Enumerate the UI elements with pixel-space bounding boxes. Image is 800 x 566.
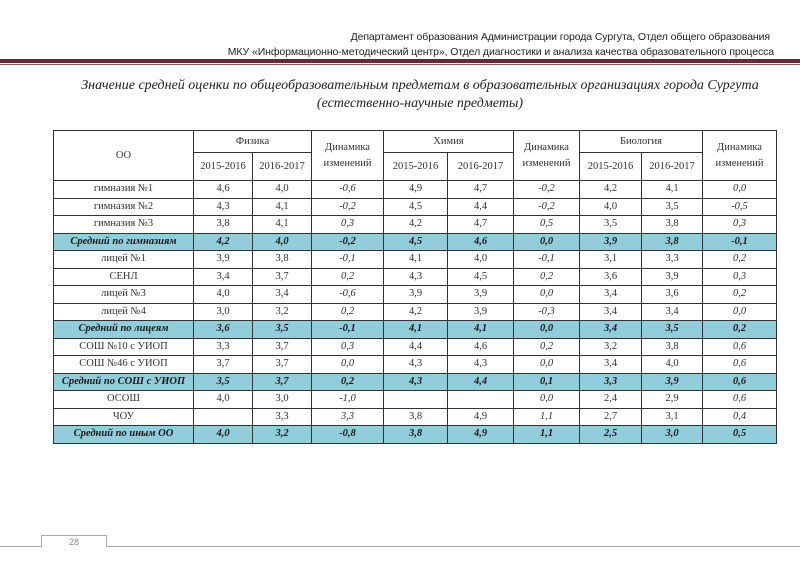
score-cell: 4,5 xyxy=(384,233,448,251)
score-cell: 4,1 xyxy=(253,198,312,216)
table-row xyxy=(54,286,777,304)
score-cell: 4,2 xyxy=(384,216,448,234)
score-cell: 4,6 xyxy=(448,338,514,356)
table-row xyxy=(54,268,777,286)
table-body xyxy=(54,181,777,444)
col-header-physics-2015: 2015-2016 xyxy=(194,153,253,181)
table-row xyxy=(54,391,777,409)
score-cell: 4,5 xyxy=(384,198,448,216)
table-row-average xyxy=(54,233,777,251)
score-cell: 3,8 xyxy=(642,338,703,356)
dynamics-cell: 0,5 xyxy=(514,216,580,234)
score-cell: 3,4 xyxy=(580,321,642,339)
dynamics-cell: 0,2 xyxy=(703,321,777,339)
score-cell: 4,9 xyxy=(448,408,514,426)
header-rule xyxy=(0,59,800,63)
score-cell: 4,0 xyxy=(448,251,514,269)
dynamics-cell: 0,0 xyxy=(703,303,777,321)
score-cell: 3,4 xyxy=(253,286,312,304)
score-cell: 4,0 xyxy=(194,391,253,409)
score-cell: 3,9 xyxy=(448,286,514,304)
document-subtitle: (естественно-научные предметы) xyxy=(316,96,524,111)
dynamics-cell: 0,0 xyxy=(703,181,777,199)
score-cell: 3,1 xyxy=(642,408,703,426)
score-cell: 3,7 xyxy=(194,356,253,374)
score-cell: 3,6 xyxy=(642,286,703,304)
dynamics-cell: 1,1 xyxy=(514,408,580,426)
org-name-cell: лицей №4 xyxy=(54,303,194,321)
table-row-average xyxy=(54,373,777,391)
dynamics-cell: 0,6 xyxy=(703,338,777,356)
score-cell: 4,9 xyxy=(384,181,448,199)
header-department: Департамент образования Администрации города Сургута, Отдел общего образования xyxy=(350,31,770,43)
score-cell: 3,7 xyxy=(253,268,312,286)
dynamics-cell: -0,6 xyxy=(312,181,384,199)
score-cell: 4,4 xyxy=(448,198,514,216)
score-cell: 2,7 xyxy=(580,408,642,426)
org-name-cell: Средний по гимназиям xyxy=(54,233,194,251)
header-rule-thin xyxy=(0,64,800,65)
score-cell: 3,5 xyxy=(642,198,703,216)
table-row xyxy=(54,181,777,199)
score-cell: 3,3 xyxy=(642,251,703,269)
score-cell: 4,0 xyxy=(580,198,642,216)
dynamics-cell: 0,4 xyxy=(703,408,777,426)
dynamics-cell: -0,6 xyxy=(312,286,384,304)
org-name-cell: гимназия №1 xyxy=(54,181,194,199)
col-header-biology-dynamics: Динамика изменений xyxy=(703,131,777,181)
org-name-cell: лицей №3 xyxy=(54,286,194,304)
dynamics-cell: -1,0 xyxy=(312,391,384,409)
dynamics-cell: 0,0 xyxy=(514,391,580,409)
org-name-cell: СОШ №46 с УИОП xyxy=(54,356,194,374)
score-cell: 3,9 xyxy=(384,286,448,304)
score-cell: 3,7 xyxy=(253,356,312,374)
col-header-oo: ОО xyxy=(54,131,194,181)
table-row-average xyxy=(54,321,777,339)
col-header-biology-2015: 2015-2016 xyxy=(580,153,642,181)
dynamics-cell: -0,2 xyxy=(312,198,384,216)
score-cell: 3,8 xyxy=(384,426,448,444)
dynamics-cell: 0,3 xyxy=(312,338,384,356)
dynamics-cell: 0,2 xyxy=(312,373,384,391)
table-row-average xyxy=(54,426,777,444)
score-cell: 4,0 xyxy=(253,233,312,251)
col-header-chemistry-dynamics: Динамика изменений xyxy=(514,131,580,181)
score-cell: 3,4 xyxy=(194,268,253,286)
org-name-cell: СЕНЛ xyxy=(54,268,194,286)
org-name-cell: гимназия №3 xyxy=(54,216,194,234)
score-cell: 3,5 xyxy=(580,216,642,234)
score-cell: 3,2 xyxy=(253,426,312,444)
dynamics-cell: 0,6 xyxy=(703,391,777,409)
org-name-cell: гимназия №2 xyxy=(54,198,194,216)
score-cell: 3,2 xyxy=(580,338,642,356)
dynamics-cell: -0,2 xyxy=(514,198,580,216)
score-cell: 2,9 xyxy=(642,391,703,409)
score-cell: 4,1 xyxy=(448,321,514,339)
document-title: Значение средней оценки по общеобразовательным предметам в образовательных организациях города Сургута xyxy=(81,78,759,93)
dynamics-cell: 0,0 xyxy=(514,286,580,304)
score-cell: 4,6 xyxy=(194,181,253,199)
col-header-physics-2016: 2016-2017 xyxy=(253,153,312,181)
score-cell: 4,4 xyxy=(384,338,448,356)
score-cell: 3,7 xyxy=(253,373,312,391)
table-row xyxy=(54,338,777,356)
table-row xyxy=(54,356,777,374)
score-cell: 4,2 xyxy=(384,303,448,321)
score-cell: 3,5 xyxy=(194,373,253,391)
col-header-physics: Физика xyxy=(194,131,312,153)
score-cell: 3,9 xyxy=(580,233,642,251)
score-cell: 3,9 xyxy=(194,251,253,269)
dynamics-cell: -0,2 xyxy=(312,233,384,251)
col-header-biology-2016: 2016-2017 xyxy=(642,153,703,181)
dynamics-cell: 3,3 xyxy=(312,408,384,426)
dynamics-cell: 1,1 xyxy=(514,426,580,444)
score-cell: 3,7 xyxy=(253,338,312,356)
dynamics-cell: -0,2 xyxy=(514,181,580,199)
score-cell: 3,2 xyxy=(253,303,312,321)
score-cell: 4,0 xyxy=(194,286,253,304)
dynamics-cell: -0,1 xyxy=(312,321,384,339)
dynamics-cell: 0,2 xyxy=(312,303,384,321)
score-cell: 3,1 xyxy=(580,251,642,269)
score-cell: 4,0 xyxy=(642,356,703,374)
score-cell: 4,2 xyxy=(194,233,253,251)
dynamics-cell: -0,3 xyxy=(514,303,580,321)
score-cell: 4,7 xyxy=(448,216,514,234)
score-cell: 3,6 xyxy=(194,321,253,339)
dynamics-cell: -0,8 xyxy=(312,426,384,444)
score-cell: 4,0 xyxy=(253,181,312,199)
score-cell: 4,2 xyxy=(580,181,642,199)
score-cell: 4,6 xyxy=(448,233,514,251)
score-cell: 3,4 xyxy=(580,303,642,321)
dynamics-cell: -0,1 xyxy=(703,233,777,251)
table-row xyxy=(54,251,777,269)
score-cell: 4,1 xyxy=(384,251,448,269)
score-cell: 3,9 xyxy=(448,303,514,321)
score-cell: 4,3 xyxy=(384,373,448,391)
org-name-cell: лицей №1 xyxy=(54,251,194,269)
score-cell: 4,4 xyxy=(448,373,514,391)
score-cell: 3,4 xyxy=(580,356,642,374)
score-cell: 3,6 xyxy=(580,268,642,286)
score-cell: 3,8 xyxy=(194,216,253,234)
score-cell: 4,9 xyxy=(448,426,514,444)
header-center: МКУ «Информационно-методический центр», Отдел диагностики и анализа качества образовательного процесса xyxy=(227,46,774,58)
table-row xyxy=(54,216,777,234)
page-number: 28 xyxy=(68,537,79,547)
score-cell: 3,0 xyxy=(194,303,253,321)
score-cell: 3,9 xyxy=(642,373,703,391)
table-row xyxy=(54,198,777,216)
org-name-cell: Средний по СОШ с УИОП xyxy=(54,373,194,391)
score-cell: 4,3 xyxy=(384,268,448,286)
footer-rule xyxy=(0,546,800,547)
dynamics-cell: -0,5 xyxy=(703,198,777,216)
score-cell xyxy=(384,391,448,409)
score-cell: 2,4 xyxy=(580,391,642,409)
score-cell: 3,3 xyxy=(580,373,642,391)
dynamics-cell: -0,1 xyxy=(312,251,384,269)
dynamics-cell: 0,5 xyxy=(703,426,777,444)
score-cell: 4,7 xyxy=(448,181,514,199)
dynamics-cell: 0,3 xyxy=(312,216,384,234)
dynamics-cell: 0,2 xyxy=(312,268,384,286)
org-name-cell: Средний по иным ОО xyxy=(54,426,194,444)
score-cell: 4,3 xyxy=(448,356,514,374)
score-cell: 4,3 xyxy=(194,198,253,216)
col-header-chemistry: Химия xyxy=(384,131,514,153)
dynamics-cell: 0,0 xyxy=(514,233,580,251)
score-cell: 3,8 xyxy=(253,251,312,269)
score-cell: 4,3 xyxy=(384,356,448,374)
table-row xyxy=(54,408,777,426)
score-cell: 3,8 xyxy=(384,408,448,426)
dynamics-cell: 0,3 xyxy=(703,216,777,234)
score-cell: 2,5 xyxy=(580,426,642,444)
score-cell: 3,8 xyxy=(642,216,703,234)
col-header-biology: Биология xyxy=(580,131,703,153)
score-cell: 3,0 xyxy=(253,391,312,409)
score-cell: 4,5 xyxy=(448,268,514,286)
col-header-chemistry-2015: 2015-2016 xyxy=(384,153,448,181)
scores-table xyxy=(53,130,777,444)
score-cell: 3,4 xyxy=(642,303,703,321)
dynamics-cell: 0,2 xyxy=(703,286,777,304)
org-name-cell: ОСОШ xyxy=(54,391,194,409)
score-cell: 4,1 xyxy=(253,216,312,234)
dynamics-cell: 0,6 xyxy=(703,373,777,391)
org-name-cell: Средний по лицеям xyxy=(54,321,194,339)
dynamics-cell: 0,6 xyxy=(703,356,777,374)
col-header-physics-dynamics: Динамика изменений xyxy=(312,131,384,181)
dynamics-cell: 0,2 xyxy=(514,338,580,356)
score-cell xyxy=(194,408,253,426)
score-cell: 4,1 xyxy=(384,321,448,339)
table-row xyxy=(54,303,777,321)
score-cell: 4,1 xyxy=(642,181,703,199)
score-cell: 3,8 xyxy=(642,233,703,251)
score-cell: 3,9 xyxy=(642,268,703,286)
dynamics-cell: 0,2 xyxy=(514,268,580,286)
dynamics-cell: 0,1 xyxy=(514,373,580,391)
dynamics-cell: 0,0 xyxy=(312,356,384,374)
score-cell: 3,4 xyxy=(580,286,642,304)
dynamics-cell: -0,1 xyxy=(514,251,580,269)
score-cell: 4,0 xyxy=(194,426,253,444)
col-header-chemistry-2016: 2016-2017 xyxy=(448,153,514,181)
org-name-cell: ЧОУ xyxy=(54,408,194,426)
dynamics-cell: 0,2 xyxy=(703,251,777,269)
dynamics-cell: 0,0 xyxy=(514,321,580,339)
score-cell: 3,0 xyxy=(642,426,703,444)
score-cell: 3,3 xyxy=(253,408,312,426)
score-cell: 3,3 xyxy=(194,338,253,356)
score-cell: 3,5 xyxy=(253,321,312,339)
score-cell: 3,5 xyxy=(642,321,703,339)
score-cell xyxy=(448,391,514,409)
org-name-cell: СОШ №10 с УИОП xyxy=(54,338,194,356)
dynamics-cell: 0,3 xyxy=(703,268,777,286)
dynamics-cell: 0,0 xyxy=(514,356,580,374)
